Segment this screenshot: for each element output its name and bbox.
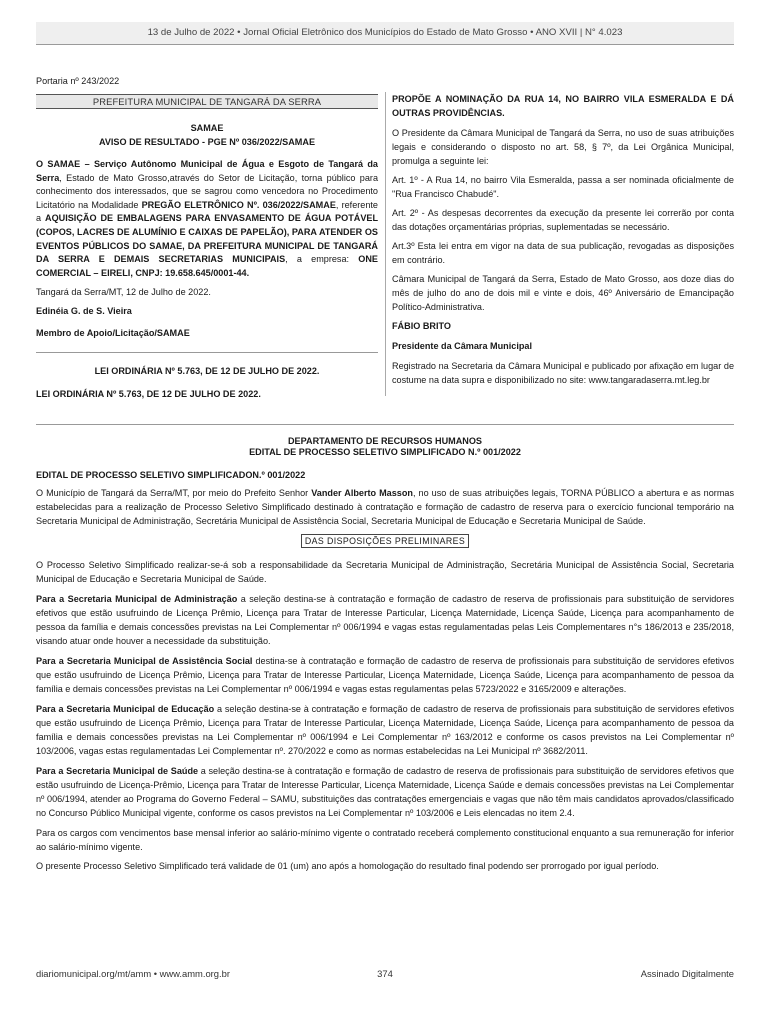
- edital-paragraph-validade: O presente Processo Seletivo Simplificado terá validade de 01 (um) ano após a homologação do resultado final podendo ser prorrogado por igual período.: [36, 861, 659, 871]
- aviso-date: Tangará da Serra/MT, 12 de Julho de 2022.: [36, 287, 211, 298]
- lei-signer-role: Presidente da Câmara Municipal: [392, 341, 532, 351]
- edital-section: [36, 436, 734, 878]
- left-column: [36, 74, 378, 345]
- lei-block: [36, 364, 378, 401]
- lei-preamble: O Presidente da Câmara Municipal de Tangará da Serra, no uso de suas atribuições legais e considerando o disposto no art. 58, § 7º, da Lei Orgânica Municipal, promulga a seguinte lei:: [392, 128, 734, 166]
- edital-department: DEPARTAMENTO DE RECURSOS HUMANOS: [287, 436, 482, 446]
- lei-registration: Registrado na Secretaria da Câmara Municipal e publicado por afixação em lugar de costume na data supra e disponibilizado no site: www.tangaradaserra.mt.leg.br: [392, 361, 734, 385]
- lei-camara-date: Câmara Municipal de Tangará da Serra, Estado de Mato Grosso, aos doze dias do mês de julho do ano de dois mil e vinte e dois, 46º Aniversário de Emancipação Político-Administrativa.: [392, 274, 734, 312]
- edital-title: EDITAL DE PROCESSO SELETIVO SIMPLIFICADO N.º 001/2022: [249, 447, 521, 457]
- journal-header: 13 de Julho de 2022 • Jornal Oficial Eletrônico dos Municípios do Estado de Mato Grosso • ANO XVII | N° 4.023: [36, 22, 734, 45]
- section-divider: [36, 424, 734, 425]
- edital-paragraph-cargos: Para os cargos com vencimentos base mensal inferior ao salário-mínimo vigente o contratado receberá complemento constitucional enquanto a sua remuneração for inferior ao salário-mínimo vigente.: [36, 828, 734, 852]
- edital-paragraph-educacao: Para a Secretaria Municipal de Educação a seleção destina-se à contratação e formação de cadastro de reserva de profissionais para substituição de servidores efetivos que estão usufruindo de Licença Prêmio, Licença para Tratar de Interesse Particular, Licença Maternidade, Licença Saúde, Licença para acompanhamento de pessoa da família e demais concessões previstas na Lei Complementar nº 006/1994 e Lei Complementar nº 163/2012 e conforme os casos previstos na Lei Complementar nº 103/2006, vagas estas regulamentadas Lei Complementar nº. 270/2022 e como as normas estabelecidas na Lei Municipal nº 3682/2011.: [36, 704, 735, 756]
- aviso-body: O SAMAE – Serviço Autônomo Municipal de Água e Esgoto de Tangará da Serra, Estado de Mato Grosso,através do Setor de Licitação, torna público para conhecimento dos interessados, que se sagrou como vencedora no Procedimento Licitatório na Modalidade PREGÃO ELETRÔNICO Nº. 036/2022/SAMAE, referente a AQUISIÇÃO DE EMBALAGENS PARA ENVASAMENTO DE ÁGUA POTÁVEL (COPOS, LACRES DE ALUMÍNIO E CAIXAS DE PAPELÃO), PARA ATENDER OS EVENTOS PÚBLICOS DO SAMAE, DA PREFEITURA MUNICIPAL DE TANGARÁ DA SERRA E DEMAIS SECRETARIAS MUNICIPAIS, a empresa: ONE COMERCIAL – EIRELI, CNPJ: 19.658.645/0001-44.: [36, 159, 379, 278]
- portaria-number: Portaria nº 243/2022: [36, 76, 120, 86]
- aviso-signer-role: Membro de Apoio/Licitação/SAMAE: [36, 328, 190, 339]
- aviso-signer: Edinéia G. de S. Vieira: [36, 306, 132, 317]
- edital-paragraph-administracao: Para a Secretaria Municipal de Administração a seleção destina-se à contratação e formação de cadastro de reserva de profissionais para substituição de servidores efetivos que estão usufruindo de Licença Prêmio, Licença para Tratar de Interesse Particular, Licença Maternidade, Licença Saúde, Licença para acompanhamento de pessoa da família e demais concessões previstas na Lei Complementar nº 006/1994 e vagas estas regulamentadas pelas Leis Complementares n°s 186/2013 e 235/2018, visando atuar onde houver a necessidade da substituição.: [36, 594, 734, 646]
- right-column: [392, 92, 734, 392]
- footer-signature-note: Assinado Digitalmente: [640, 968, 734, 979]
- aviso-title: AVISO DE RESULTADO - PGE Nº 036/2022/SAMAE: [98, 137, 316, 147]
- edital-heading: EDITAL DE PROCESSO SELETIVO SIMPLIFICADON.º 001/2022: [36, 470, 306, 480]
- lei-signer: FÁBIO BRITO: [392, 321, 451, 331]
- samae-title: SAMAE: [190, 123, 224, 133]
- edital-paragraph-responsibility: O Processo Seletivo Simplificado realizar-se-á sob a responsabilidade da Secretaria Municipal de Administração, Secretária Municipal de Assistência Social, Secretaria Municipal de Educação e Secretaria Municipal de Saúde.: [36, 560, 734, 584]
- lei-article-2: Art. 2º - As despesas decorrentes da execução da presente lei correrão por conta das dotações orçamentárias próprias, suplementadas se necessário.: [392, 208, 734, 232]
- edital-paragraph-assistencia: Para a Secretaria Municipal de Assistência Social destina-se à contratação e formação de cadastro de reserva de profissionais para substituição de servidores efetivos que estão usufruindo de Licença Prêmio, Licença para Tratar de Interesse Particular, Licença Maternidade, Licença Saúde, Licença para acompanhamento de pessoa da família e demais concessões previstas na Lei Complementar nº 006/1994 e vagas estas regulamentas pelas 5723/2022 e 3165/2009 e alterações.: [36, 656, 735, 694]
- section-label-preliminares: DAS DISPOSIÇÕES PRELIMINARES: [301, 534, 469, 548]
- edital-paragraph-saude: Para a Secretaria Municipal de Saúde a seleção destina-se à contratação e formação de cadastro de reserva de profissionais para substituição de servidores efetivos que estão usufruindo de Licença-Prêmio, Licença para Tratar de Interesse Particular, Licença Maternidade, Licença Saúde e demais concessões previstas na Lei Complementar nº 006/1994, atender ao Programa do Governo Federal – SAMU, substituições das contratações emergenciais e vagas que não têm mais candidatos aprovados/classificado no Concurso Público Municipal vigente, conforme os casos previstos na Lei Complementar nº 103/2006 e Leis elencadas no item 2.4.: [36, 766, 734, 818]
- organization-bar: PREFEITURA MUNICIPAL DE TANGARÁ DA SERRA: [36, 94, 378, 109]
- footer-page-number: 374: [377, 968, 393, 979]
- lei-article-3: Art.3º Esta lei entra em vigor na data de sua publicação, revogadas as disposições em contrário.: [392, 241, 734, 265]
- column-divider: [385, 92, 386, 396]
- lei-article-1: Art. 1º - A Rua 14, no bairro Vila Esmeralda, passa a ser nominada oficialmente de "Rua Francisco Chabudé".: [392, 175, 734, 199]
- left-divider: [36, 352, 378, 353]
- lei-subject: PROPÕE A NOMINAÇÃO DA RUA 14, NO BAIRRO VILA ESMERALDA E DÁ OUTRAS PROVIDÊNCIAS.: [392, 94, 734, 118]
- footer-site-link[interactable]: diariomunicipal.org/mt/amm • www.amm.org.br: [36, 968, 230, 979]
- lei-title: LEI ORDINÁRIA Nº 5.763, DE 12 DE JULHO DE 2022.: [36, 389, 261, 399]
- edital-intro: O Município de Tangará da Serra/MT, por meio do Prefeito Senhor Vander Alberto Masson, no uso de suas atribuições legais, TORNA PÚBLICO a abertura e as normas estabelecidas para a realização de Processo Seletivo Simplificado destinado à contratação e formação de cadastro de reserva para o exercício funcional temporário na Secretaria Municipal de Administração, Secretária Municipal de Assistência Social, Secretaria Municipal de Educação e Secretaria Municipal de Saúde.: [36, 488, 734, 526]
- lei-title-centered: LEI ORDINÁRIA Nº 5.763, DE 12 DE JULHO DE 2022.: [94, 366, 320, 376]
